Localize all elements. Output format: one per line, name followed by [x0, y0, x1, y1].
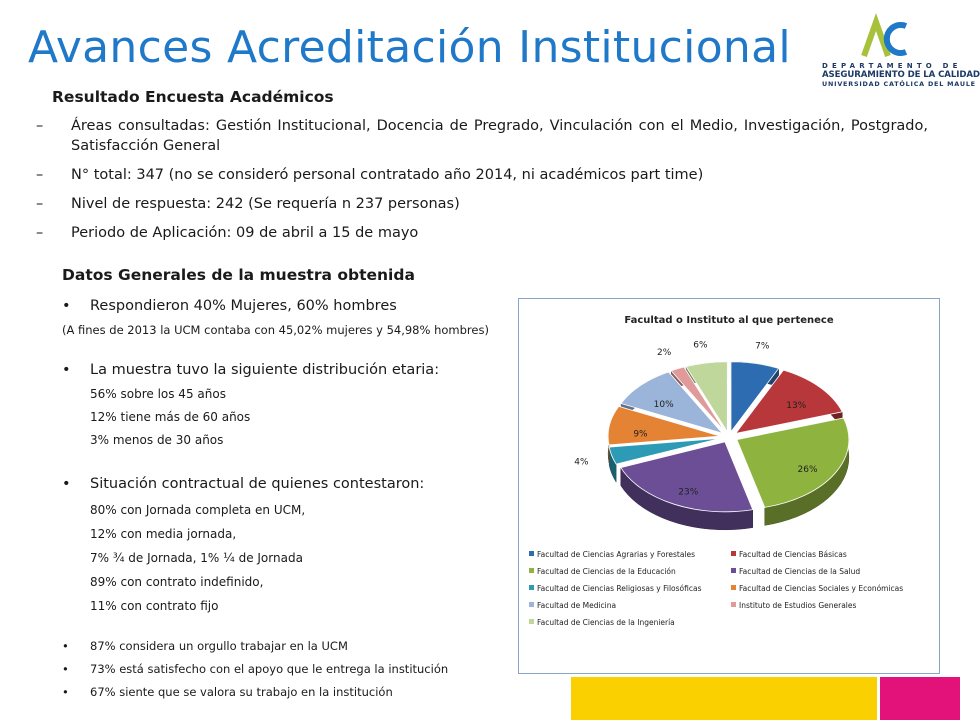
pie-data-label: 13%: [786, 401, 807, 412]
satisfaction-text: 73% está satisfecho con el apoyo que le entrega la institución: [90, 662, 449, 676]
logo-line2: ASEGURAMIENTO DE LA CALIDAD: [822, 70, 980, 80]
age-item: 3% menos de 30 años: [90, 433, 224, 447]
contract-item: 80% con Jornada completa en UCM,: [90, 503, 306, 517]
gender-text: Respondieron 40% Mujeres, 60% hombres: [90, 298, 397, 314]
age-item: 12% tiene más de 60 años: [90, 410, 251, 424]
survey-item: – Nivel de respuesta: 242 (Se requería n 237 personas): [36, 196, 460, 212]
survey-item: – Áreas consultadas: Gestión Institucional, Docencia de Pregrado, Vinculación con el Medio, Investigación, Postgrado, Satisfacción General: [36, 118, 928, 154]
contract-item: 11% con contrato fijo: [90, 599, 219, 613]
gender-bullet: • Respondieron 40% Mujeres, 60% hombres: [62, 298, 397, 314]
survey-item-text: Periodo de Aplicación: 09 de abril a 15 de mayo: [71, 225, 419, 241]
satisfaction-bullet: • 73% está satisfecho con el apoyo que le entrega la institución: [62, 662, 449, 676]
legend-swatch: [731, 602, 736, 607]
pie-data-label: 9%: [633, 429, 648, 440]
pie-chart-svg: [519, 299, 939, 673]
contract-item: 12% con media jornada,: [90, 527, 237, 541]
contract-title: Situación contractual de quienes contestaron:: [90, 476, 425, 492]
age-item: 56% sobre los 45 años: [90, 387, 226, 401]
legend-label: Instituto de Estudios Generales: [739, 601, 857, 610]
survey-item-text: N° total: 347 (no se consideró personal contratado año 2014, ni académicos part time): [71, 167, 704, 183]
satisfaction-text: 67% siente que se valora su trabajo en la institución: [90, 685, 393, 699]
chart-title: Facultad o Instituto al que pertenece: [624, 315, 834, 326]
logo: [822, 18, 980, 88]
legend-label: Facultad de Ciencias Religiosas y Filosóficas: [537, 584, 702, 593]
pie-data-label: 10%: [653, 399, 674, 410]
pie-data-label: 7%: [755, 341, 770, 352]
pie-data-label: 26%: [797, 464, 818, 475]
general-heading: Datos Generales de la muestra obtenida: [62, 266, 415, 284]
legend-swatch: [731, 551, 736, 556]
legend-label: Facultad de Medicina: [537, 601, 617, 610]
footer-bar-yellow: [571, 677, 877, 720]
pie-data-label: 4%: [574, 457, 589, 468]
pie-data-label: 6%: [693, 340, 708, 351]
contract-item: 89% con contrato indefinido,: [90, 575, 264, 589]
legend-swatch: [731, 568, 736, 573]
legend-swatch: [529, 551, 534, 556]
logo-line3: UNIVERSIDAD CATÓLICA DEL MAULE: [822, 80, 976, 88]
legend-swatch: [529, 585, 534, 590]
general-section: [62, 266, 532, 700]
legend-label: Facultad de Ciencias Sociales y Económicas: [739, 584, 904, 593]
survey-item-text: Áreas consultadas: Gestión Institucional, Docencia de Pregrado, Vinculación con el Medio, Investigación, Postgrado, Satisfacción General: [71, 118, 928, 154]
pie-data-label: 23%: [678, 487, 699, 498]
contract-item: 7% ¾ de Jornada, 1% ¼ de Jornada: [90, 551, 303, 565]
satisfaction-bullet: • 67% siente que se valora su trabajo en la institución: [62, 685, 393, 699]
contract-bullet: • Situación contractual de quienes contestaron:: [62, 476, 425, 492]
logo-mark-icon: [862, 18, 908, 58]
logo-line1: DEPARTAMENTO DE: [822, 62, 962, 70]
legend-label: Facultad de Ciencias Básicas: [739, 550, 847, 559]
survey-list: [36, 116, 928, 243]
legend-swatch: [529, 568, 534, 573]
survey-section: [36, 88, 928, 252]
legend-swatch: [731, 585, 736, 590]
legend-swatch: [529, 602, 534, 607]
footer-bar-magenta: [880, 677, 960, 720]
gender-note: (A fines de 2013 la UCM contaba con 45,02% mujeres y 54,98% hombres): [62, 323, 489, 337]
survey-heading: Resultado Encuesta Académicos: [52, 88, 334, 106]
survey-item: – Periodo de Aplicación: 09 de abril a 15 de mayo: [36, 225, 419, 241]
legend-label: Facultad de Ciencias de la Salud: [739, 567, 861, 576]
satisfaction-bullet: • 87% considera un orgullo trabajar en la UCM: [62, 639, 348, 653]
pie-chart: [518, 298, 940, 674]
legend-swatch: [529, 619, 534, 624]
age-title: La muestra tuvo la siguiente distribución etaria:: [90, 362, 440, 378]
satisfaction-text: 87% considera un orgullo trabajar en la UCM: [90, 639, 348, 653]
page-title: Avances Acreditación Institucional: [28, 22, 791, 73]
legend-label: Facultad de Ciencias de la Ingeniería: [537, 618, 675, 627]
legend-label: Facultad de Ciencias de la Educación: [537, 567, 676, 576]
survey-item-text: Nivel de respuesta: 242 (Se requería n 237 personas): [71, 196, 460, 212]
legend-label: Facultad de Ciencias Agrarias y Forestales: [537, 550, 696, 559]
pie-data-label: 2%: [656, 348, 672, 359]
age-bullet: • La muestra tuvo la siguiente distribución etaria:: [62, 362, 440, 378]
survey-item: – N° total: 347 (no se consideró personal contratado año 2014, ni académicos part time): [36, 167, 704, 183]
